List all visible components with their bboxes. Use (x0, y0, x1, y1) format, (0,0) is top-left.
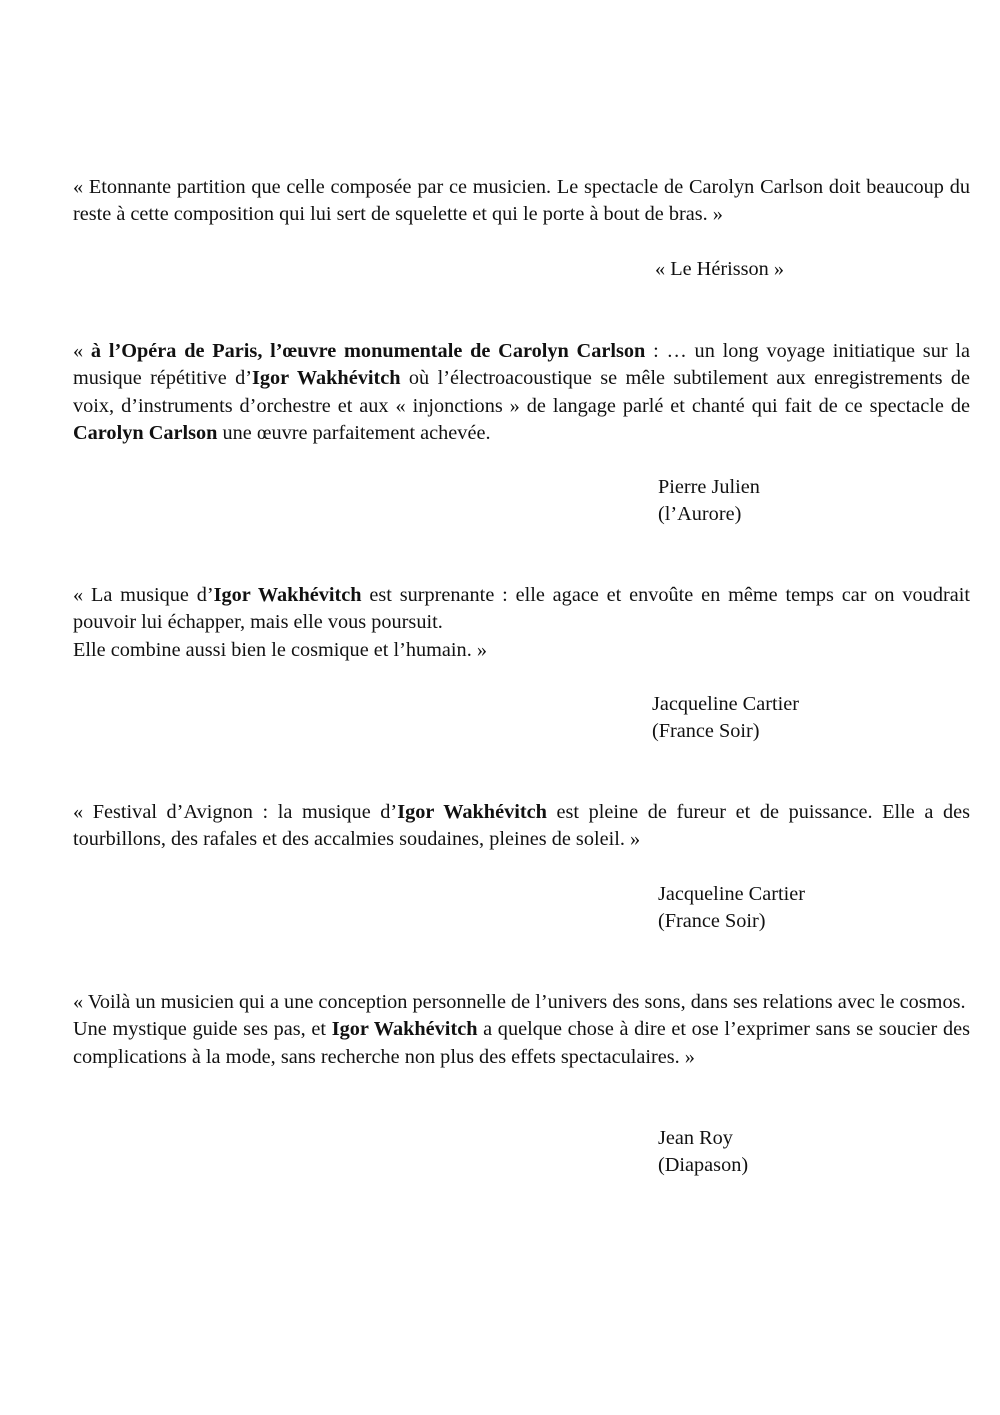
quote-text: « La musique d’ (73, 584, 214, 606)
quote-text: une œuvre parfaitement achevée. (217, 421, 491, 444)
quote-text: « Etonnante partition que celle composée par ce musicien. Le spectacle de Carolyn Carlson doit beaucoup du reste à cette composition qui lui sert de squelette et qui le porte à bout de bras. » (73, 176, 976, 226)
review-5-paragraph-1 (73, 989, 970, 1016)
publication-name: (Diapason) (658, 1154, 749, 1177)
author-name: Jacqueline Cartier (652, 693, 799, 715)
source-name: « Le Hérisson » (655, 258, 784, 280)
review-quote-3 (73, 582, 976, 664)
review-attribution-3 (652, 691, 799, 746)
publication-name: (l’Aurore) (658, 503, 742, 526)
author-name: Pierre Julien (658, 476, 760, 498)
review-5-paragraph-2 (73, 1016, 976, 1071)
quote-text: est surprenante : elle agace et envoûte en même temps car on voudrait pouvoir lui échapper, mais elle vous poursuit. (73, 584, 976, 634)
review-3-paragraph-1 (73, 582, 976, 637)
review-quote-4 (73, 799, 976, 854)
review-attribution-1 (655, 256, 784, 283)
quote-text: a quelque chose à dire et ose l’exprimer sans se soucier des complications à la mode, sans recherche non plus des effets spectaculaires. » (73, 1018, 976, 1068)
review-2-paragraph-1 (73, 338, 976, 447)
quote-text: « (73, 340, 91, 362)
quote-text: : … un long voyage initiatique sur la musique répétitive d’ (73, 340, 976, 390)
review-3-paragraph-2 (73, 637, 970, 664)
quote-text: « Voilà un musicien qui a une conception personnelle de l’univers des sons, dans ses relations avec le cosmos. (73, 991, 966, 1013)
review-attribution-4 (658, 881, 805, 936)
review-4-paragraph-1 (73, 799, 976, 854)
review-1-paragraph-1 (73, 174, 976, 229)
quote-highlight: à l’Opéra de Paris, l’œuvre monumentale de Carolyn Carlson (90, 340, 646, 362)
quote-text: où l’électroacoustique se mêle subtilement aux enregistrements de voix, d’instruments d’orchestre et aux « injonctions » de langage parlé et chanté qui fait de ce spectacle de (73, 367, 976, 417)
quote-text: est pleine de fureur et de puissance. Elle a des tourbillons, des rafales et des accalmies soudaines, pleines de soleil. » (73, 801, 976, 851)
author-name: Jean Roy (658, 1127, 733, 1149)
quote-highlight: Igor Wakhévitch (252, 367, 401, 390)
review-quote-5 (73, 989, 976, 1071)
quote-text: Une mystique guide ses pas, et (73, 1018, 332, 1041)
review-quote-1 (73, 174, 976, 229)
quote-highlight: Igor Wakhévitch (331, 1018, 478, 1041)
review-attribution-5 (658, 1125, 748, 1180)
quote-highlight: Igor Wakhévitch (397, 801, 547, 823)
publication-name: (France Soir) (658, 910, 766, 933)
author-name: Jacqueline Cartier (658, 883, 805, 905)
quote-highlight: Igor Wakhévitch (213, 584, 362, 606)
quote-highlight: Carolyn Carlson (73, 421, 218, 444)
review-quote-2 (73, 338, 976, 447)
publication-name: (France Soir) (652, 720, 760, 743)
review-attribution-2 (658, 474, 760, 529)
quote-text: « Festival d’Avignon : la musique d’ (73, 801, 398, 823)
quote-text: Elle combine aussi bien le cosmique et l’humain. » (73, 638, 487, 661)
